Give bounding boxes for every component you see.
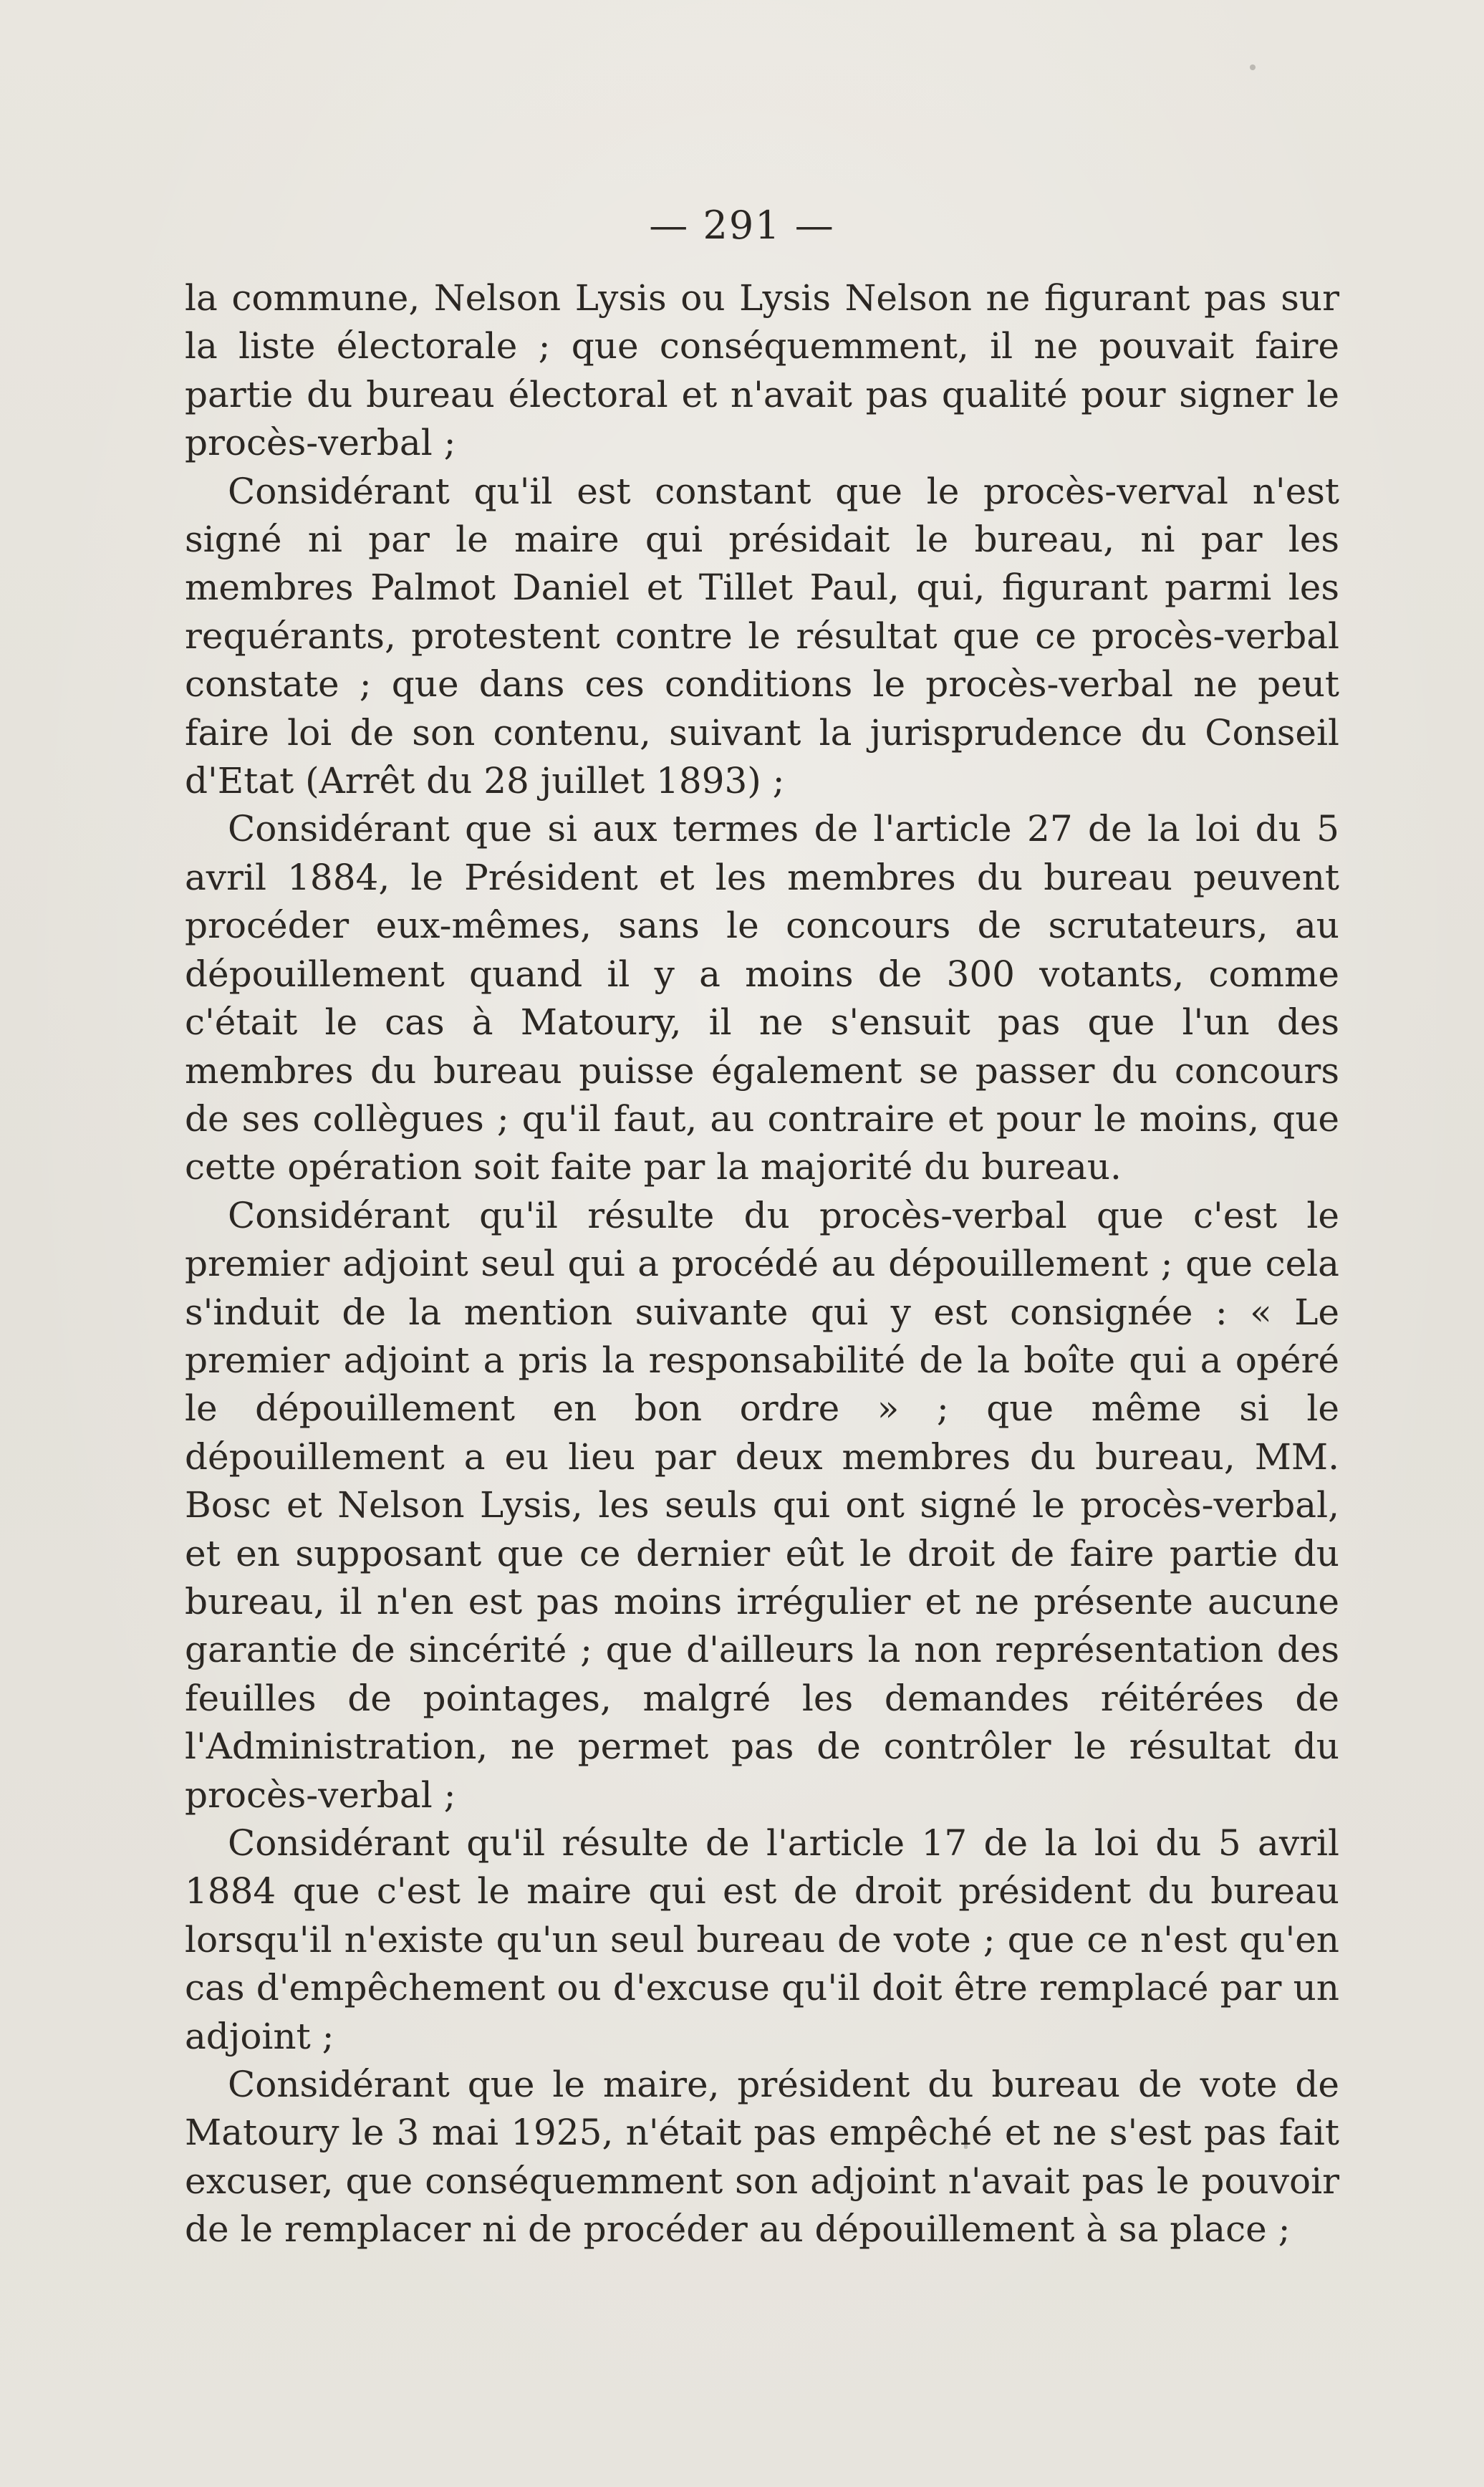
paragraph-4: Considérant qu'il résulte du procès-verbal que c'est le premier adjoint seul qui a procédé au dépouillement ; que cela s'induit de la mention suivante qui y est consignée : « Le premier adjoint a pris la responsabilité de la boîte qui a opéré le dépouillement en bon ordre » ; que même si le dépouillement a eu lieu par deux membres du bureau, MM. Bosc et Nelson Lysis, les seuls qui ont signé le procès-verbal, et en supposant que ce dernier eût le droit de faire partie du bureau, il n'en est pas moins irrégulier et ne présente aucune garantie de sincérité ; que d'ailleurs la non représentation des feuilles de pointages, malgré les demandes réitérées de l'Administration, ne permet pas de contrôler le résultat du procès-verbal ; [185, 1194, 1339, 1816]
paragraph-5: Considérant qu'il résulte de l'article 17 de la loi du 5 avril 1884 que c'est le maire qui est de droit président du bureau lorsqu'il n'existe qu'un seul bureau de vote ; que ce n'est qu'en cas d'empêchement ou d'excuse qu'il doit être remplacé par un adjoint ; [185, 1822, 1339, 2057]
paragraph-3: Considérant que si aux termes de l'article 27 de la loi du 5 avril 1884, le Président et les membres du bureau peuvent procéder eux-mêmes, sans le concours de scrutateurs, au dépouillement quand il y a moins de 300 votants, comme c'était le cas à Matoury, il ne s'ensuit pas que l'un des membres du bureau puisse également se passer du concours de ses collègues ; qu'il faut, au contraire et pour le moins, que cette opération soit faite par la majorité du bureau. [185, 808, 1339, 1188]
paragraph-2: Considérant qu'il est constant que le procès-verval n'est signé ni par le maire qui présidait le bureau, ni par les membres Palmot Daniel et Tillet Paul, qui, figurant parmi les requérants, protestent contre le résultat que ce procès-verbal constate ; que dans ces conditions le procès-verbal ne peut faire loi de son contenu, suivant la jurisprudence du Conseil d'Etat (Arrêt du 28 juillet 1893) ; [185, 470, 1339, 802]
paragraph-1: la commune, Nelson Lysis ou Lysis Nelson ne figurant pas sur la liste électorale ; que conséquemment, il ne pouvait faire partie du bureau électoral et n'avait pas qualité pour signer le procès-verbal ; [185, 277, 1339, 464]
paragraph-6: Considérant que le maire, président du bureau de vote de Matoury le 3 mai 1925, n'était pas empêché et ne s'est pas fait excuser, que conséquemment son adjoint n'avait pas le pouvoir de le remplacer ni de procéder au dépouillement à sa place ; [185, 2064, 1339, 2251]
page-number: — 291 — [649, 203, 835, 248]
body-text [185, 274, 1339, 2254]
speck-mark [1250, 64, 1256, 70]
